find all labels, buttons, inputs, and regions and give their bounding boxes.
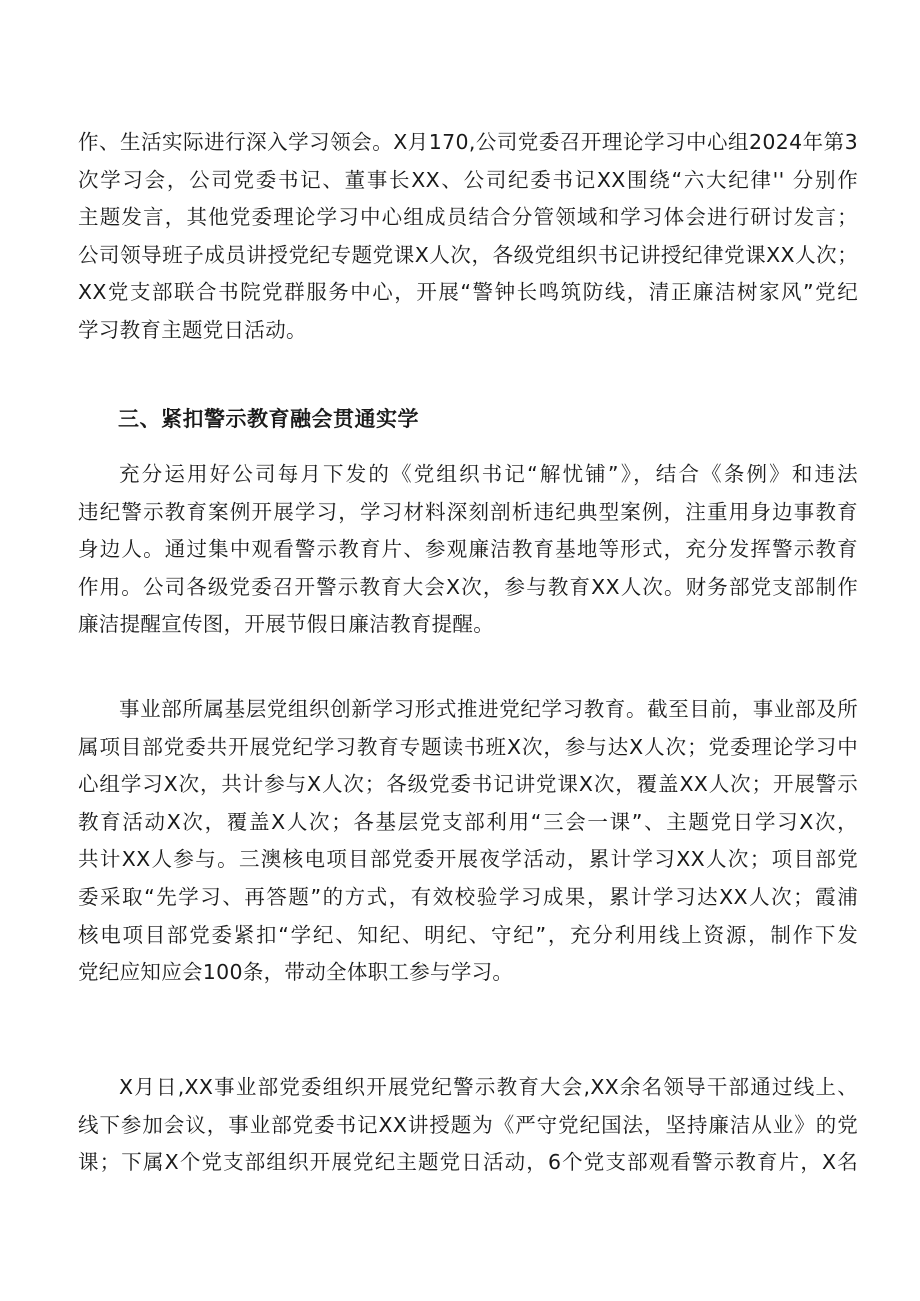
text-line: 核电项目部党委紧扣“学纪、知纪、明纪、守纪”，充分利用线上资源，制作下发 <box>78 922 858 947</box>
text-line: 学习教育主题党日活动。 <box>78 317 307 342</box>
text-line: 属项目部党委共开展党纪学习教育专题读书班X次，参与达X人次；党委理论学习中 <box>78 734 858 759</box>
text-line: 心组学习X次，共计参与X人次；各级党委书记讲党课X次，覆盖XX人次；开展警示 <box>78 772 858 797</box>
text-line: 党纪应知应会100条，带动全体职工参与学习。 <box>78 960 514 985</box>
text-line: 作、生活实际进行深入学习领会。X月170,公司党委召开理论学习中心组2024年第3 <box>78 130 858 154</box>
text-line: 作用。公司各级党委召开警示教育大会X次，参与教育XX人次。财务部党支部制作 <box>78 574 858 599</box>
paragraph-warning-conference <box>78 1069 858 1182</box>
text-line: 主题发言，其他党委理论学习中心组成员结合分管领域和学习体会进行研讨发言； <box>78 205 858 230</box>
text-line: 廉洁提醒宣传图，开展节假日廉洁教育提醒。 <box>78 612 494 637</box>
paragraph-study-sessions <box>78 124 858 350</box>
text-line: 充分运用好公司每月下发的《党组织书记“解忧铺”》，结合《条例》和违法 <box>119 462 858 486</box>
text-line: 次学习会，公司党委书记、董事长XX、公司纪委书记XX围绕“六大纪律'' 分别作 <box>78 167 858 192</box>
text-line: 违纪警示教育案例开展学习，学习材料深刻剖析违纪典型案例，注重用身边事教育 <box>78 499 858 524</box>
text-line: XX党支部联合书院党群服务中心，开展“警钟长鸣筑防线，清正廉洁树家风”党纪 <box>78 280 858 305</box>
section-heading: 三、紧扣警示教育融会贯通实学 <box>118 407 419 431</box>
text-line: 身边人。通过集中观看警示教育片、参观廉洁教育基地等形式，充分发挥警示教育 <box>78 537 858 562</box>
text-line: 教育活动X次，覆盖X人次；各基层党支部利用“三会一课”、主题党日学习X次， <box>78 809 858 834</box>
text-line: X月日,XX事业部党委组织开展党纪警示教育大会,XX余名领导干部通过线上、 <box>119 1075 858 1099</box>
paragraph-division-activities <box>78 691 858 992</box>
text-line: 委采取“先学习、再答题”的方式，有效校验学习成果，累计学习达XX人次；霞浦 <box>78 884 858 909</box>
text-line: 事业部所属基层党组织创新学习形式推进党纪学习教育。截至目前，事业部及所 <box>119 697 858 721</box>
text-line: 公司领导班子成员讲授党纪专题党课X人次，各级党组织书记讲授纪律党课XX人次； <box>78 242 858 267</box>
text-line: 课；下属X个党支部组织开展党纪主题党日活动，6个党支部观看警示教育片，X名 <box>78 1150 858 1175</box>
paragraph-warning-education <box>78 456 858 644</box>
text-line: 共计XX人参与。三澳核电项目部党委开展夜学活动，累计学习XX人次；项目部党 <box>78 847 858 872</box>
text-line: 线下参加会议，事业部党委书记XX讲授题为《严守党纪国法，坚持廉洁从业》的党 <box>78 1112 858 1137</box>
